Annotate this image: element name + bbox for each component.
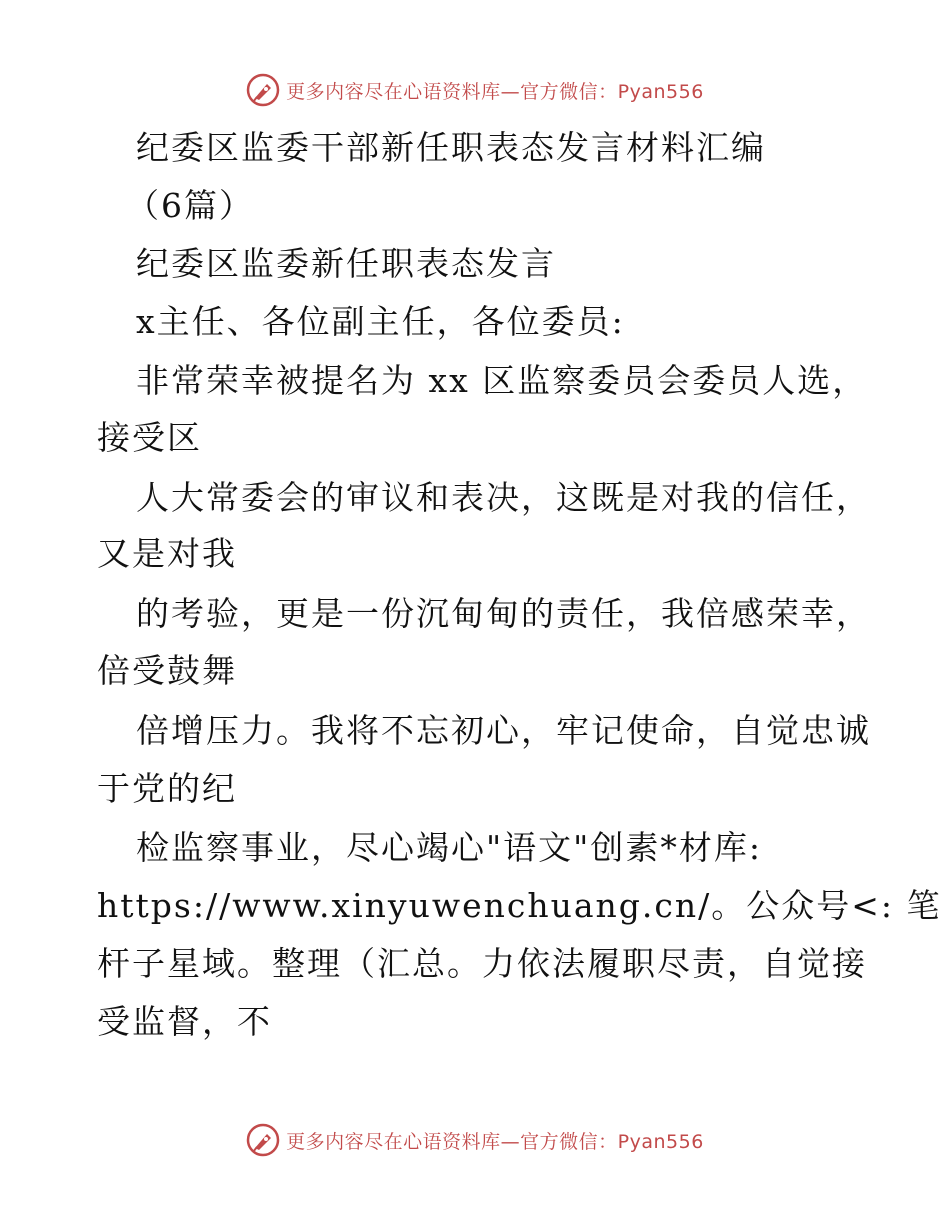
paragraph-line: 检监察事业，尽心竭心"语文"创素*材库: bbox=[136, 828, 762, 867]
paragraph-line: 的考验，更是一份沉甸甸的责任，我倍感荣幸， bbox=[136, 594, 871, 633]
footer-watermark-banner bbox=[0, 1120, 950, 1160]
document-title: 纪委区监委干部新任职表态发言材料汇编 bbox=[136, 128, 766, 167]
paragraph-line: 杆子星域。整理（汇总。力依法履职尽责，自觉接 bbox=[97, 944, 867, 983]
watermark-text: 更多内容尽在心语资料库—官方微信：Pyan556 bbox=[286, 1130, 704, 1153]
paragraph-line: https://www.xinyuwenchuang.cn/。公众号<: 笔 bbox=[97, 886, 942, 925]
document-subtitle: （6篇） bbox=[126, 186, 254, 225]
header-watermark-banner bbox=[0, 70, 950, 110]
salutation-line: x主任、各位副主任，各位委员: bbox=[136, 302, 625, 341]
paragraph-line: 接受区 bbox=[97, 418, 202, 457]
paragraph-line: 又是对我 bbox=[97, 534, 237, 573]
paragraph-line: 倍受鼓舞 bbox=[97, 651, 237, 690]
paragraph-line: 非常荣幸被提名为 xx 区监察委员会委员人选， bbox=[136, 361, 868, 400]
paragraph-line: 于党的纪 bbox=[97, 769, 237, 808]
pen-nib-logo-icon bbox=[246, 1123, 280, 1157]
paragraph-line: 受监督，不 bbox=[97, 1002, 272, 1041]
paragraph-line: 人大常委会的审议和表决，这既是对我的信任， bbox=[136, 478, 871, 517]
section-heading: 纪委区监委新任职表态发言 bbox=[136, 244, 556, 283]
pen-nib-logo-icon bbox=[246, 73, 280, 107]
watermark-text: 更多内容尽在心语资料库—官方微信：Pyan556 bbox=[286, 80, 704, 103]
paragraph-line: 倍增压力。我将不忘初心，牢记使命，自觉忠诚 bbox=[136, 711, 871, 750]
